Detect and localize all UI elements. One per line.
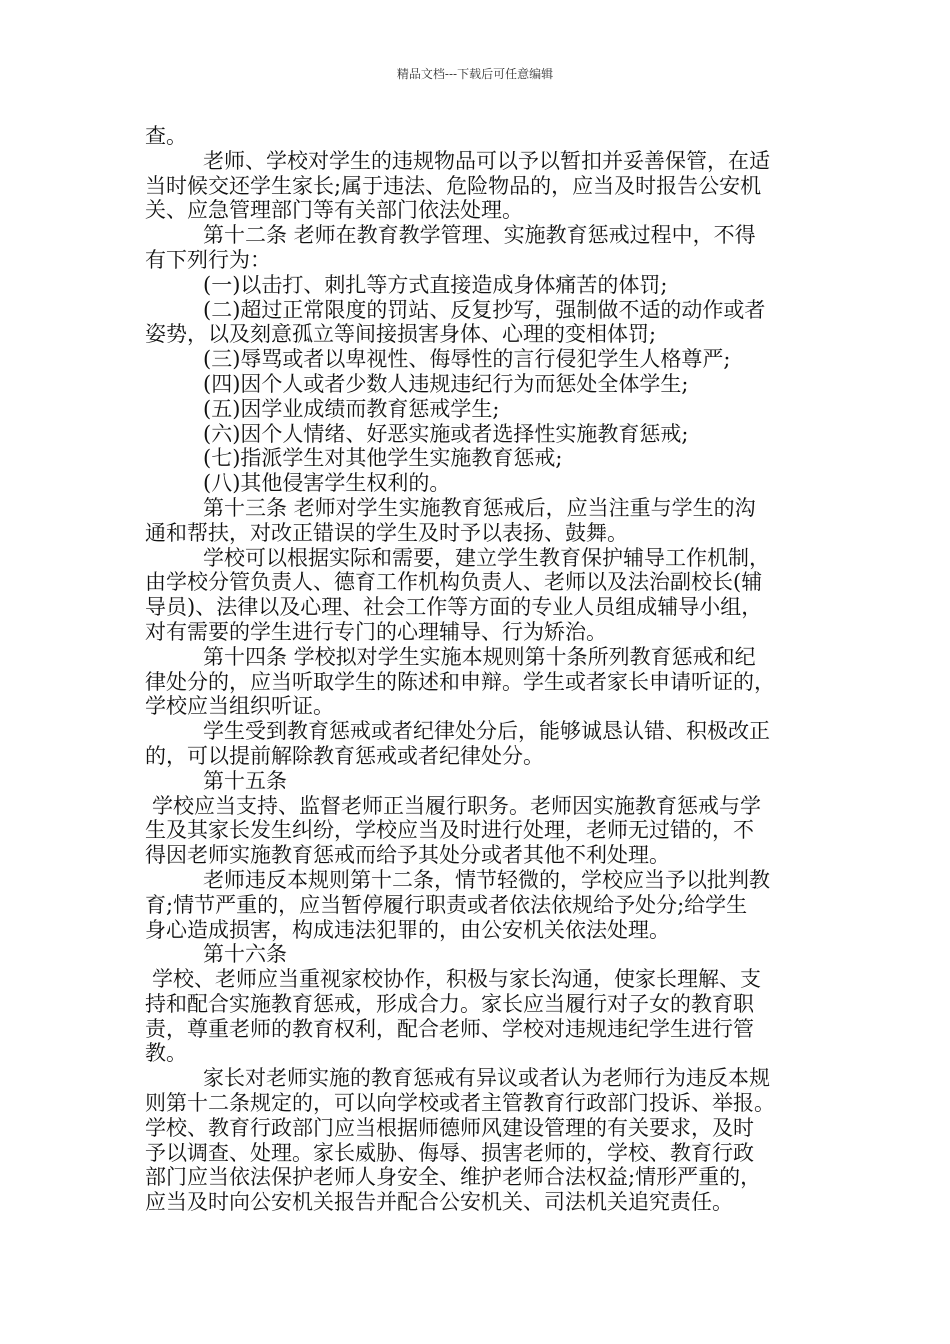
paragraph [145,446,810,471]
paragraph [145,546,810,645]
paragraph-line: 学校、老师应当重视家校协作，积极与家长沟通，使家长理解、支 [152,967,761,992]
paragraph-line: 第十六条 [203,942,287,967]
paragraph-line: 教。 [145,1041,187,1066]
paragraph [145,1066,810,1215]
paragraph [145,471,810,496]
paragraph-line: 学校应当支持、监督老师正当履行职务。老师因实施教育惩戒与学 [152,793,761,818]
paragraph-line: (八)其他侵害学生权利的。 [203,471,451,496]
paragraph-line: 导员)、法律以及心理、社会工作等方面的专业人员组成辅导小组， [145,595,763,620]
paragraph [145,298,810,348]
paragraph-line: 由学校分管负责人、德育工作机构负责人、老师以及法治副校长(辅 [145,570,763,595]
paragraph [145,967,810,1066]
paragraph-line: (一)以击打、刺扎等方式直接造成身体痛苦的体罚; [203,272,668,297]
paragraph-line: 得因老师实施教育惩戒而给予其处分或者其他不利处理。 [145,843,670,868]
paragraph-line: 的，可以提前解除教育惩戒或者纪律处分。 [145,743,544,768]
paragraph-line: (二)超过正常限度的罚站、反复抄写，强制做不适的动作或者 [203,297,766,322]
paragraph [145,645,810,719]
paragraph-line: 老师违反本规则第十二条，情节轻微的，学校应当予以批判教 [203,867,770,892]
paragraph [145,372,810,397]
paragraph [145,397,810,422]
paragraph-line: 第十三条 老师对学生实施教育惩戒后，应当注重与学生的沟 [203,495,756,520]
paragraph-line: 姿势，以及刻意孤立等间接损害身体、心理的变相体罚; [145,322,657,347]
paragraph-line: 学校、教育行政部门应当根据师德师风建设管理的有关要求，及时 [145,1115,754,1140]
page-header-note: 精品文档---下载后可任意编辑 [396,67,554,81]
paragraph [145,942,810,967]
paragraph-line: (六)因个人情绪、好恶实施或者选择性实施教育惩戒; [203,421,689,446]
paragraph-line: 第十二条 老师在教育教学管理、实施教育惩戒过程中，不得 [203,223,756,248]
paragraph-line: 第十四条 学校拟对学生实施本规则第十条所列教育惩戒和纪 [203,644,756,669]
paragraph [145,347,810,372]
paragraph [145,422,810,447]
paragraph-line: 生及其家长发生纠纷，学校应当及时进行处理，老师无过错的，不 [145,818,754,843]
paragraph-line: 当时候交还学生家长;属于违法、危险物品的，应当及时报告公安机 [145,173,762,198]
paragraph-line: 持和配合实施教育惩戒，形成合力。家长应当履行对子女的教育职 [145,991,754,1016]
paragraph-line: 有下列行为： [145,247,271,272]
paragraph-line: 予以调查、处理。家长威胁、侮辱、损害老师的，学校、教育行政 [145,1140,754,1165]
paragraph-line: 律处分的，应当听取学生的陈述和申辩。学生或者家长申请听证的， [145,669,775,694]
paragraph [145,149,810,223]
paragraph-line: 学校应当组织听证。 [145,694,334,719]
paragraph [145,868,810,942]
paragraph-line: 学校可以根据实际和需要，建立学生教育保护辅导工作机制， [203,545,770,570]
paragraph [145,719,810,769]
paragraph-line: (七)指派学生对其他学生实施教育惩戒; [203,446,563,471]
document-body [145,124,810,1215]
paragraph-line: 则第十二条规定的，可以向学校或者主管教育行政部门投诉、举报。 [145,1091,775,1116]
paragraph [145,273,810,298]
paragraph-line: 学生受到教育惩戒或者纪律处分后，能够诚恳认错、积极改正 [203,719,770,744]
paragraph [145,223,810,273]
paragraph-line: 对有需要的学生进行专门的心理辅导、行为矫治。 [145,619,607,644]
paragraph-line: 关、应急管理部门等有关部门依法处理。 [145,198,523,223]
paragraph [145,769,810,794]
paragraph-line: 家长对老师实施的教育惩戒有异议或者认为老师行为违反本规 [203,1066,770,1091]
paragraph-line: (五)因学业成绩而教育惩戒学生; [203,396,500,421]
paragraph-line: 应当及时向公安机关报告并配合公安机关、司法机关追究责任。 [145,1190,733,1215]
paragraph [145,124,810,149]
paragraph-line: 身心造成损害，构成违法犯罪的，由公安机关依法处理。 [145,917,670,942]
paragraph-line: 查。 [145,124,187,148]
paragraph [145,794,810,868]
paragraph-line: 育;情节严重的，应当暂停履行职责或者依法依规给予处分;给学生 [145,892,748,917]
paragraph [145,496,810,546]
paragraph-line: 通和帮扶，对改正错误的学生及时予以表扬、鼓舞。 [145,520,628,545]
paragraph-line: 第十五条 [203,768,287,793]
paragraph-line: (四)因个人或者少数人违规违纪行为而惩处全体学生; [203,371,689,396]
paragraph-line: 部门应当依法保护老师人身安全、维护老师合法权益;情形严重的， [145,1165,762,1190]
paragraph-line: 老师、学校对学生的违规物品可以予以暂扣并妥善保管，在适 [203,148,770,173]
paragraph-line: 责，尊重老师的教育权利，配合老师、学校对违规违纪学生进行管 [145,1016,754,1041]
paragraph-line: (三)辱骂或者以卑视性、侮辱性的言行侵犯学生人格尊严; [203,347,731,372]
